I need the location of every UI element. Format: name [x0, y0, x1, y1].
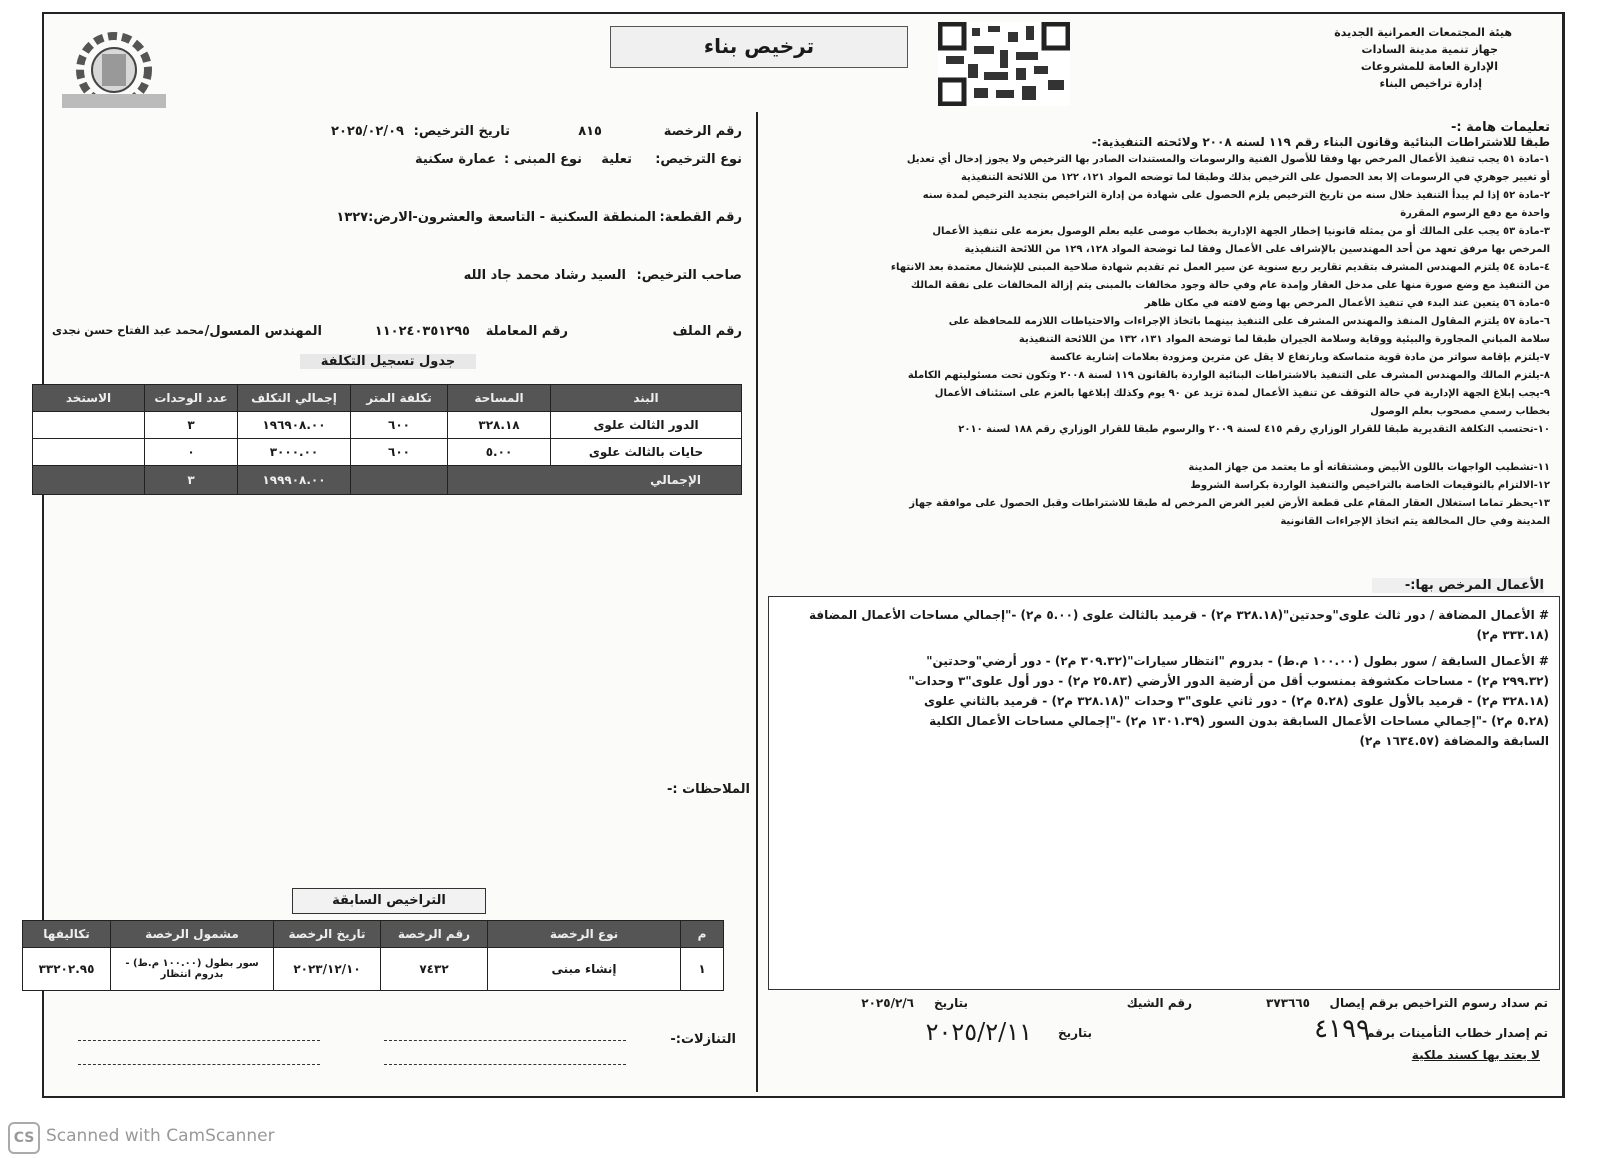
previous-works: # الأعمال السابقة / سور بطول (١٠٠.٠٠ م.ط) - بدروم "انتظار سيارات"(٣٠٩.٣٢ م٢) - دور أرضي"وحدتين"(٢٩٩.٣٢ م٢) - مساحات مكشوفة بمنسوب أقل من أرضية الدور الأرضي (٢٥.٨٣ م٢) - دور أول علوى"٣ وحدات"(٣٢٨.١٨ م٢) - قرميد بالأول علوى (٥.٢٨ م٢) - دور ثاني علوى"٣ وحدات "(٣٢٨.١٨ م٢) - قرميد بالثاني علوى (٥.٢٨ م٢) -"إجمالي مساحات الأعمال السابقة بدون السور (١٣٠١.٣٩ م٢) -"إجمالي مساحات الأعمال الكلية السابقة والمضافة (١٦٣٤.٥٧ م٢): [908, 654, 1549, 748]
cell: [33, 439, 145, 466]
works-box: [768, 596, 1560, 990]
receipt-label: تم سداد رسوم التراخيص برقم إيصال: [1329, 996, 1548, 1010]
col-header: إجمالي التكلف: [238, 385, 351, 412]
transaction-value: ١١٠٢٤٠٣٥١٢٩٥: [374, 324, 470, 339]
authority-line: الإدارة العامة للمشروعات: [1360, 60, 1498, 73]
col-header: المساحة: [448, 385, 551, 412]
scanner-footer: [0, 1100, 1600, 1158]
instruction-line: ١٢-الالتزام بالتوقيعات الخاصة بالتراخيص والتنفيذ الواردة بكراسة الشروط: [1190, 480, 1550, 491]
authority-line: إدارة تراخيص البناء: [1379, 77, 1482, 90]
insurance-date-label: بتاريخ: [1058, 1026, 1092, 1040]
engineer-value: محمد عبد الفتاح حسن نجدى: [51, 324, 204, 337]
instruction-line: أو تغيير جوهري في الرسومات إلا بعد الحصول على الترخيص بذلك وطبقا لما توضحه المواد ١٢١، ١٢٢ من اللائحة التنفيذية: [960, 172, 1550, 183]
column-divider: [756, 112, 758, 1092]
instruction-line: ١-مادة ٥١ يجب تنفيذ الأعمال المرخص بها وفقا للأصول الفنية والرسومات والمستندات الصادر بها الترخيص ولا يجوز إدخال أي تعديل: [906, 154, 1550, 165]
total-cost: ١٩٩٩٠٨.٠٠: [238, 466, 351, 495]
instructions: [770, 120, 1550, 531]
table-row: [33, 439, 742, 466]
plot-row: [300, 210, 752, 232]
engineer-label: المهندس المسول/: [204, 324, 322, 339]
license-number-value: ٨١٥: [578, 124, 602, 139]
instruction-line: المرخص بها مرفق تعهد من أحد المهندسين بالإشراف على الأعمال وفقا لما توضحة المواد ١٢٨، ١٢٩ من اللائحة التنفيذية: [964, 244, 1550, 255]
insurance-number: ٤١٩٩: [1314, 1014, 1370, 1044]
instruction-line: ١٣-يحظر تماما استغلال العقار المقام على قطعة الأرض لغير الغرض المرخص له طبقا للاشتراطات وقبل الحصول على موافقة جهاز: [909, 498, 1550, 509]
instruction-line: ٤-مادة ٥٤ يلتزم المهندس المشرف بتقديم تقارير ربع سنوية عن سير العمل ثم تقديم شهادة صلاحية المبنى للإشغال معتمدة بعد الانتهاء: [890, 262, 1550, 273]
waiver-line: [384, 1040, 626, 1041]
cost-table-title: جدول تسجيل التكلفة: [300, 354, 476, 369]
plot-value: المنطقة السكنية - التاسعة والعشرون-الارض:١٣٢٧: [336, 210, 656, 225]
cell: ١: [681, 948, 724, 991]
cell: ٣٠٠٠.٠٠: [238, 439, 351, 466]
cell: ٣٢٨.١٨: [448, 412, 551, 439]
instruction-line: ١١-تشطيب الواجهات باللون الأبيض ومشتقاته أو ما يعتمد من جهاز المدينة: [1188, 462, 1550, 473]
instruction-line: ٩-يجب إبلاغ الجهة الإدارية في حالة التوقف عن تنفيذ الأعمال لمدة تزيد عن ٩٠ يوم وكذلك إبلاغها بالعزم على استئناف الأعمال: [934, 388, 1550, 399]
cell: ١٩٦٩٠٨.٠٠: [238, 412, 351, 439]
cell: [351, 466, 448, 495]
col-header: رقم الرخصة: [381, 921, 488, 948]
cell: ٢٠٢٣/١٢/١٠: [274, 948, 381, 991]
cell: ٣: [145, 412, 238, 439]
cell: ٧٤٣٢: [381, 948, 488, 991]
plot-label: رقم القطعة:: [659, 210, 742, 225]
instruction-line: ١٠-تحتسب التكلفة التقديرية طبقا للقرار الوزاري رقم ٤١٥ لسنة ٢٠٠٩ والرسوم طبقا للقرار الوزاري رقم ١٨٨ لسنة ٢٠١٠: [958, 424, 1550, 435]
license-number-label: رقم الرخصة: [663, 124, 742, 139]
instruction-line: ٥-مادة ٥٦ يتعين عند البدء في تنفيذ الأعمال المرخص بها وضع لافته في مكان ظاهر: [1144, 298, 1550, 309]
owner-row: [300, 268, 752, 290]
col-header: نوع الرخصة: [488, 921, 681, 948]
instruction-line: ٧-يلتزم بإقامة سواتر من مادة قوية متماسكة وبارتفاع لا يقل عن مترين ومزودة بعلامات إشارية عاكسة: [1049, 352, 1550, 363]
disclaimer: [1300, 1048, 1540, 1062]
cell: [33, 466, 145, 495]
col-header: الاستخد: [33, 385, 145, 412]
insurance-label: تم إصدار خطاب التأمينات برقم: [1365, 1026, 1548, 1040]
building-type-label: نوع المبنى :: [504, 152, 582, 167]
license-type-value: تعلية: [601, 152, 632, 167]
table-row: [23, 948, 724, 991]
instructions-list: [770, 151, 1550, 439]
license-number-row: [300, 124, 752, 146]
instruction-line: بخطاب رسمي مصحوب بعلم الوصول: [1370, 406, 1550, 417]
transaction-label: رقم المعاملة: [485, 324, 568, 339]
col-header: عدد الوحدات: [145, 385, 238, 412]
cell: ٣٣٢٠٢.٩٥: [23, 948, 111, 991]
cell: إنشاء مبنى: [488, 948, 681, 991]
total-label: الإجمالي: [448, 466, 742, 495]
building-type-value: عمارة سكنية: [414, 152, 496, 167]
receipt-number: ٣٧٣٦٦٥: [1266, 996, 1310, 1010]
authority-logo: [58, 24, 170, 116]
instruction-line: ٣-مادة ٥٣ يجب على المالك أو من يمثله قانونيا إخطار الجهة الإدارية بخطاب موصى عليه بعلم الوصول بعزمه على تنفيذ الأعمال: [932, 226, 1550, 237]
document-title: ترخيص بناء: [610, 26, 908, 68]
authority-line: هيئة المجتمعات العمرانية الجديدة: [1334, 26, 1512, 39]
instruction-line: سلامة المباني المجاورة والبيئية ووقاية وسلامة الجيران طبقا لما توضحة المواد ١٣١، ١٣٢ من اللائحة التنفيذية: [1018, 334, 1550, 345]
camscanner-icon: CS: [8, 1122, 40, 1154]
cost-table: [32, 384, 742, 495]
cell: سور بطول (١٠٠.٠٠ م.ط) - بدروم انتظار: [111, 948, 274, 991]
col-header: مشمول الرخصة: [111, 921, 274, 948]
license-type-row: [300, 152, 752, 174]
license-date-value: ٢٠٢٥/٠٢/٠٩: [331, 124, 404, 139]
table-row: [33, 412, 742, 439]
owner-label: صاحب الترخيص:: [636, 268, 742, 283]
qr-code: [938, 22, 1070, 106]
col-header: تكلفة المتر: [351, 385, 448, 412]
total-units: ٣: [145, 466, 238, 495]
instruction-line: من التنفيذ مع وضع صورة منها على مدخل العقار وإمدة عام وفي حالة وجود مخالفات بالمبنى يتم إزالة المخالفات على نفقة المالك: [910, 280, 1550, 291]
added-works: # الأعمال المضافة / دور ثالث علوى"وحدتين"(٣٢٨.١٨ م٢) - قرميد بالثالث علوى (٥.٠٠ م٢) -"إجمالي مساحات الأعمال المضافة (٣٣٣.١٨ م٢): [808, 608, 1549, 642]
payment-row: [770, 996, 1560, 1018]
file-row: [50, 324, 752, 346]
col-header: تكاليفها: [23, 921, 111, 948]
previous-header-row: [23, 921, 724, 948]
payment-date-label: بتاريخ: [934, 996, 968, 1010]
authority-line: جهاز تنمية مدينة السادات: [1361, 43, 1498, 56]
cell: ٦٠٠: [351, 412, 448, 439]
waivers-label: التنازلات:-: [670, 1032, 736, 1047]
instruction-line: ٦-مادة ٥٧ يلتزم المقاول المنفذ والمهندس المشرف على التنفيذ بينهما باتخاذ الإجراءات والاحتياطات اللازمه للمحافظة على: [948, 316, 1550, 327]
col-header: تاريخ الرخصة: [274, 921, 381, 948]
instruction-line: المدينة وفي حال المخالفة يتم اتخاذ الإجراءات القانونية: [1280, 516, 1550, 527]
waiver-line: [78, 1040, 320, 1041]
license-type-label: نوع الترخيص:: [655, 152, 742, 167]
cost-table-header-row: [33, 385, 742, 412]
license-date-label: تاريخ الترخيص:: [413, 124, 510, 139]
waiver-line: [78, 1064, 320, 1065]
cell: [33, 412, 145, 439]
instruction-line: واحدة مع دفع الرسوم المقررة: [1400, 208, 1550, 219]
cell: حايات بالثالث علوى: [551, 439, 742, 466]
file-label: رقم الملف: [672, 324, 742, 339]
instruction-line: ٨-يلتزم المالك والمهندس المشرف على التنفيذ بالاشتراطات البنائية الواردة بالقانون ١١٩ لسنة ٢٠٠٨ وتكون تحت مسئوليتهم الكاملة: [907, 370, 1550, 381]
authority-header: [1290, 24, 1512, 92]
notes-label: الملاحظات :-: [666, 782, 750, 797]
previous-licenses-table: [22, 920, 724, 991]
cell: ٥.٠٠: [448, 439, 551, 466]
cell: الدور الثالث علوى: [551, 412, 742, 439]
total-row: [33, 466, 742, 495]
instructions-subheading: طبقا للاشتراطات البنائية وقانون البناء رقم ١١٩ لسنه ٢٠٠٨ ولائحته التنفيذية:-: [1091, 135, 1550, 149]
payment-date: ٢٠٢٥/٢/٦: [861, 996, 914, 1010]
check-label: رقم الشيك: [1126, 996, 1192, 1010]
instructions-heading: تعليمات هامة :-: [1451, 120, 1550, 135]
insurance-date: ٢٠٢٥/٢/١١: [925, 1018, 1032, 1046]
disclaimer-text: لا يعتد بها كسند ملكية: [1411, 1048, 1540, 1062]
col-header: م: [681, 921, 724, 948]
col-header: البند: [551, 385, 742, 412]
previous-licenses-title: التراخيص السابقة: [292, 888, 486, 914]
cell: ٦٠٠: [351, 439, 448, 466]
instruction-line: ٢-مادة ٥٢ إذا لم يبدأ التنفيذ خلال سنه من تاريخ الترخيص يلزم الحصول على شهادة من إدارة التراخيص بتجديد الترخيص لمدة سنه: [922, 190, 1550, 201]
owner-value: السيد رشاد محمد جاد الله: [463, 268, 626, 283]
cell: ٠: [145, 439, 238, 466]
camscanner-text: Scanned with CamScanner: [46, 1126, 275, 1146]
instructions-list-extra: [770, 459, 1550, 531]
works-label: الأعمال المرخص بها:-: [1372, 578, 1544, 593]
waiver-line: [384, 1064, 626, 1065]
